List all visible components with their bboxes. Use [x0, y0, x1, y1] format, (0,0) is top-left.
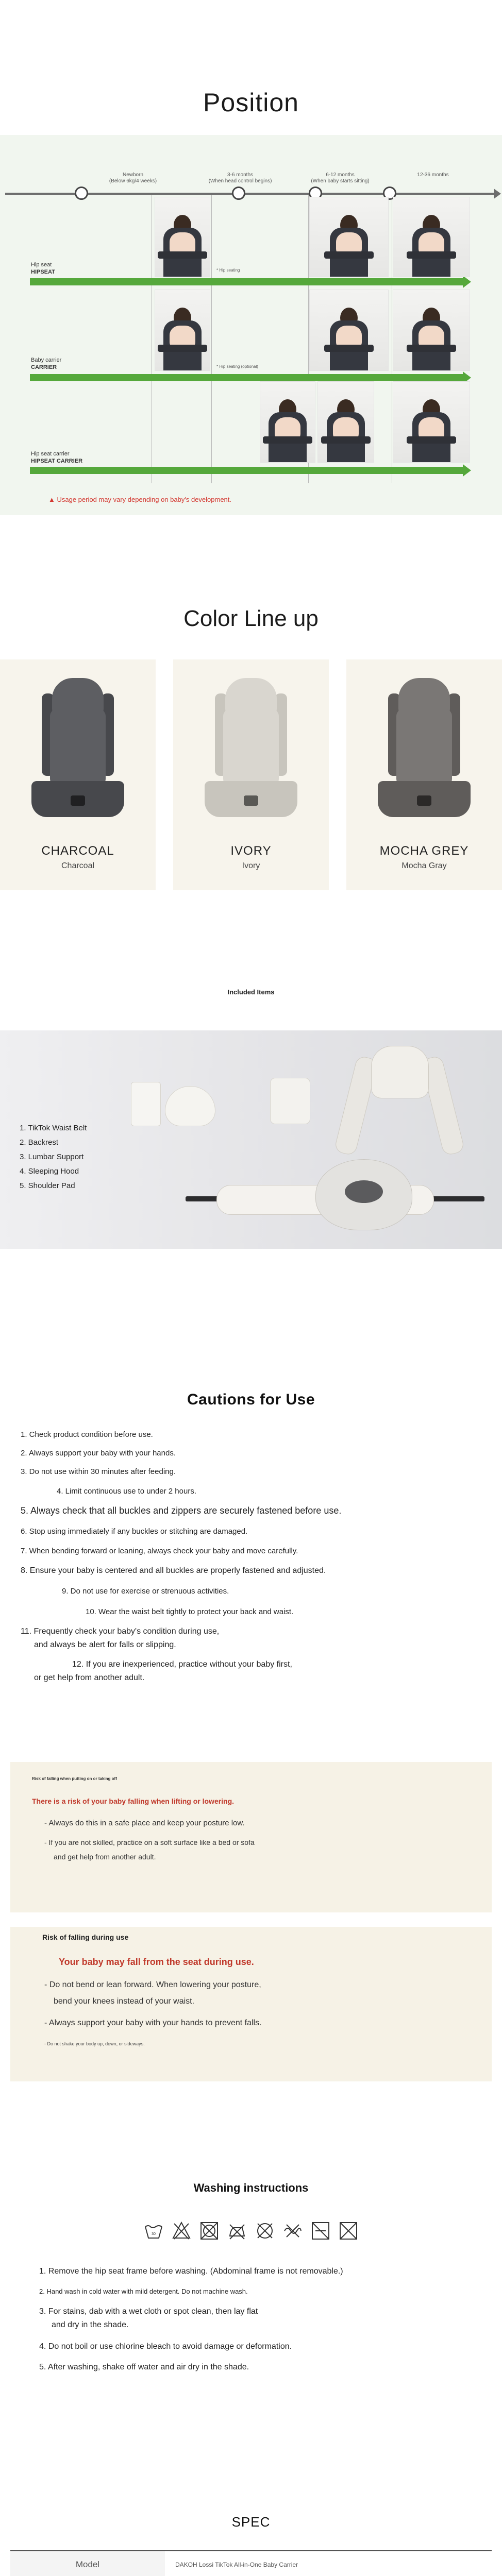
- color-name: IVORY: [230, 844, 272, 858]
- wash-item: 1. Remove the hip seat frame before washing. (Abdominal frame is not removable.): [39, 2267, 343, 2276]
- color-lineup-title: Color Line up: [183, 606, 319, 631]
- risk-box-during-use: [10, 1927, 492, 2081]
- mode-hipseat-carrier-line2: HIPSEAT CARRIER: [31, 458, 83, 464]
- caution-item: 10. Wear the waist belt tightly to protect your back and waist.: [86, 1607, 294, 1616]
- timeline-arrow-head: [494, 189, 501, 199]
- caution-item: 12. If you are inexperienced, practice without your baby first,: [72, 1660, 292, 1669]
- photo-hsc-1: [260, 381, 315, 463]
- photo-hsc-3: [393, 381, 470, 463]
- no-tumble-dry-icon: [199, 2221, 220, 2241]
- risk-box-putting-on: [10, 1762, 492, 1912]
- mode-hipseat-carrier-bar: [30, 467, 463, 474]
- included-item: 5. Shoulder Pad: [20, 1181, 75, 1190]
- risk-line: - Do not shake your body up, down, or sideways.: [44, 2041, 145, 2046]
- no-wring-icon: [282, 2221, 303, 2241]
- included-items-list: [20, 1121, 87, 1193]
- caution-item: 3. Do not use within 30 minutes after feeding.: [21, 1467, 176, 1476]
- timeline-dot: [232, 187, 245, 200]
- risk-headline: There is a risk of your baby falling when lifting or lowering.: [32, 1797, 235, 1805]
- spec-key: Model: [10, 2551, 165, 2576]
- mode-carrier-line1: Baby carrier: [31, 357, 62, 363]
- spec-table: [10, 2550, 492, 2569]
- risk-line: - Do not bend or lean forward. When lowering your posture,: [44, 1980, 261, 1989]
- belt-strap: [428, 1196, 484, 1201]
- sleeping-hood-image: [165, 1086, 215, 1126]
- spec-row: [10, 2551, 492, 2576]
- svg-text:30: 30: [152, 2232, 156, 2236]
- included-item: 1. TikTok Waist Belt: [20, 1124, 87, 1132]
- photo-hipseat-3: [393, 197, 470, 277]
- wash-item: 2. Hand wash in cold water with mild detergent. Do not machine wash.: [39, 2287, 248, 2295]
- caution-item: 1. Check product condition before use.: [21, 1430, 153, 1439]
- no-dry-clean-icon: [255, 2221, 275, 2241]
- caution-item: 7. When bending forward or leaning, always check your baby and move carefully.: [21, 1547, 298, 1555]
- photo-carrier-3: [393, 290, 470, 371]
- photo-hipseat-1: [155, 197, 210, 277]
- caution-item: 2. Always support your baby with your hands.: [21, 1449, 176, 1458]
- position-chart-panel: [0, 135, 502, 515]
- mode-hipseat-line2: HIPSEAT: [31, 269, 55, 275]
- timeline-label-6-12m: 6-12 months (When baby starts sitting): [311, 172, 370, 184]
- note-hip-seating: * Hip seating: [216, 268, 240, 273]
- photo-hipseat-2: [309, 197, 389, 277]
- color-name: CHARCOAL: [41, 844, 114, 858]
- timeline-label-12-36m: 12-36 months: [417, 172, 449, 178]
- photo-carrier-2: [309, 290, 389, 371]
- cautions-title: Cautions for Use: [187, 1391, 315, 1408]
- included-items-panel: [0, 1030, 502, 1249]
- caution-item: 4. Limit continuous use to under 2 hours.: [57, 1487, 196, 1496]
- mode-hipseat-bar: [30, 278, 463, 285]
- mode-hipseat-carrier-line1: Hip seat carrier: [31, 451, 70, 457]
- usage-warning: ▲ Usage period may vary depending on baby's development.: [48, 496, 232, 503]
- no-bleach-icon: [171, 2221, 192, 2241]
- washing-title: Washing instructions: [193, 2181, 309, 2194]
- mode-carrier-line2: CARRIER: [31, 364, 57, 370]
- risk-line: - If you are not skilled, practice on a soft surface like a bed or sofa: [44, 1838, 255, 1846]
- risk-line: - Always do this in a safe place and keep your posture low.: [44, 1819, 245, 1827]
- photo-hsc-2: [317, 381, 374, 463]
- color-card-mocha-grey: [346, 659, 502, 890]
- caution-item: and always be alert for falls or slipping.: [34, 1640, 176, 1649]
- color-card-ivory: [173, 659, 329, 890]
- caution-item: 8. Ensure your baby is centered and all buckles are properly fastened and adjusted.: [21, 1566, 326, 1575]
- no-iron-icon: [227, 2221, 247, 2241]
- shoulder-pad-image: [340, 1046, 459, 1149]
- risk-line: bend your knees instead of your waist.: [54, 1997, 195, 2006]
- position-title: Position: [203, 88, 299, 117]
- risk-line: and get help from another adult.: [54, 1853, 156, 1861]
- wash-item: 5. After washing, shake off water and air dry in the shade.: [39, 2363, 249, 2371]
- caution-item: 6. Stop using immediately if any buckles or stitching are damaged.: [21, 1527, 248, 1536]
- mode-hipseat-carrier-label: [31, 450, 82, 465]
- care-symbols: [143, 2221, 359, 2242]
- mode-hipseat-line1: Hip seat: [31, 262, 52, 268]
- caution-item: 11. Frequently check your baby's condition during use,: [21, 1627, 220, 1636]
- spec-value: DAKOH Lossi TikTok All-in-One Baby Carrier: [175, 2561, 298, 2568]
- no-machine-dry-icon: [338, 2221, 359, 2241]
- risk-line: - Always support your baby with your hands to prevent falls.: [44, 2019, 262, 2027]
- caution-item: 5. Always check that all buckles and zippers are securely fastened before use.: [21, 1505, 342, 1516]
- color-name: MOCHA GREY: [379, 844, 469, 858]
- carrier-image-ivory: [205, 678, 297, 833]
- caution-item: or get help from another adult.: [34, 1673, 145, 1682]
- backrest-image: [131, 1082, 161, 1126]
- included-item: 4. Sleeping Hood: [20, 1167, 79, 1176]
- photo-carrier-1: [155, 290, 210, 371]
- hip-seat-image: [315, 1159, 412, 1230]
- dry-flat-icon: [310, 2221, 331, 2241]
- included-items-title: Included Items: [227, 988, 275, 996]
- caution-item: 9. Do not use for exercise or strenuous activities.: [62, 1587, 229, 1596]
- risk-title: Risk of falling during use: [42, 1933, 129, 1941]
- mode-carrier-label: [31, 357, 61, 371]
- color-sub: Mocha Gray: [401, 861, 447, 870]
- wash-item: 4. Do not boil or use chlorine bleach to avoid damage or deformation.: [39, 2342, 292, 2351]
- color-sub: Ivory: [242, 861, 260, 870]
- timeline-label-newborn: Newborn (Below 6kg/4 weeks): [109, 172, 157, 184]
- timeline-label-3-6m: 3-6 months (When head control begins): [208, 172, 272, 184]
- risk-headline: Your baby may fall from the seat during use.: [59, 1957, 254, 1967]
- hand-wash-icon: [143, 2221, 164, 2241]
- mode-hipseat-label: [31, 261, 55, 276]
- grid-line: [211, 195, 212, 483]
- risk-title: Risk of falling when putting on or taking off: [32, 1776, 117, 1781]
- wash-item: 3. For stains, dab with a wet cloth or spot clean, then lay flat: [39, 2307, 258, 2316]
- included-item: 3. Lumbar Support: [20, 1153, 84, 1161]
- carrier-image-charcoal: [31, 678, 124, 833]
- lumbar-support-image: [270, 1078, 310, 1124]
- spec-title: SPEC: [231, 2514, 271, 2530]
- wash-item: and dry in the shade.: [52, 2320, 129, 2329]
- color-sub: Charcoal: [61, 861, 95, 870]
- color-card-charcoal: [0, 659, 156, 890]
- note-hip-seating-optional: * Hip seating (optional): [216, 364, 258, 369]
- included-item: 2. Backrest: [20, 1138, 59, 1147]
- timeline-dot: [75, 187, 88, 200]
- mode-carrier-bar: [30, 374, 463, 381]
- carrier-image-mocha-grey: [378, 678, 471, 833]
